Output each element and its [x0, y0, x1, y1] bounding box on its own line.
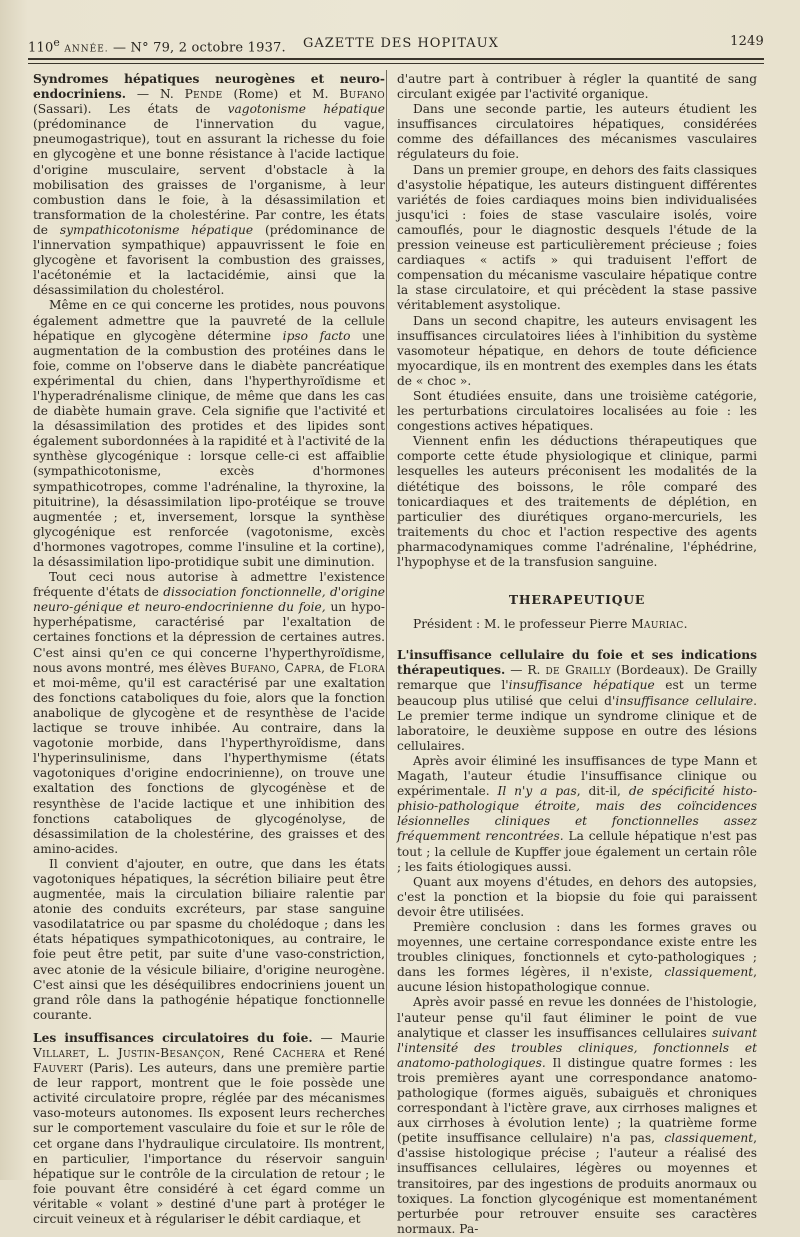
text: Président : M. le professeur Pierre: [413, 617, 632, 632]
paragraph: [33, 298, 385, 570]
author-name: Mauriac: [631, 617, 684, 632]
text: (Paris). Les auteurs, dans une première partie de leur rapport, montrent que le foie possède une activité circulatoire propre, réglée par des mécanismes vaso-moteurs autonomes. Ils exposent leurs recherches sur le comportement vasculaire du foie et sur le rôle de cet organe dans l'hydraulique circulatoire. Ils montrent, en particulier, l'importance du réservoir sanguin hépatique sur le contrôle de la circulation de retour ; le foie pouvant être considéré à cet égard comme un véritable « volant » destiné d'une part à protéger le circuit veineux et à régulariser le débit cardiaque, et: [33, 1061, 385, 1227]
article-pende: [33, 72, 385, 298]
page-number: 1249: [730, 34, 764, 49]
article-grailly: [397, 648, 757, 754]
text: Après avoir passé en revue les données de l'histologie, l'auteur pense qu'il faut éliminer le point de vue analytique et classer les insuffisances cellulaires: [397, 995, 757, 1040]
paragraph: Il convient d'ajouter, en outre, que dans les états vagotoniques hépatiques, la sécrétion biliaire peut être augmentée, mais la circulation biliaire ralentie par atonie des conduits excréteurs, par stase sanguine vasodilatatrice ou par spasme du cholédoque ; dans les états hépatiques sympathicotoniques, au contraire, le foie peut être petit, par suite d'une vaso-constriction, avec atonie de la vésicule biliaire, d'origine neurogène. C'est ainsi que les déséquilibres endocriniens jouent un grand rôle dans la pathogénie hépatique fonctionnelle courante.: [33, 856, 385, 1022]
header-year-number: 110: [28, 40, 54, 56]
paragraph: Dans un second chapitre, les auteurs envisagent les insuffisances circulatoires liées à l'inhibition du système vasomoteur hépatique, en dehors de toute déficience myocardique, ils en montrent des exemples dans les états de « choc ».: [397, 313, 757, 388]
running-header: [28, 30, 764, 56]
paragraph: [397, 754, 757, 875]
paragraph: Dans un premier groupe, en dehors des faits classiques d'asystolie hépatique, les auteurs distinguent différentes variétés de foies cardiaques moins bien individualisées jusqu'ici : foies de stase vasculaire isolés, voire camouflés, pour le diagnostic desquels l'étude de la pression veineuse est particulièrement précieuse ; foies cardiaques « actifs » qui traduisent l'effort de compensation du mécanisme vasculaire hépatique contre la stase circulatoire, et qui précèdent la stase passive véritablement asystolique.: [397, 162, 757, 313]
author-name: de Grailly: [545, 663, 612, 678]
header-annee: ANNÉE.: [64, 44, 109, 55]
author-name: Justin-Besançon: [117, 1046, 221, 1060]
italic-term: vagotonisme hépatique: [227, 102, 385, 117]
text: — R.: [505, 663, 546, 678]
text: Même en ce qui concerne les protides, nous pouvons également admettre que la pauvreté de la cellule hépatique en glycogène détermine: [33, 298, 385, 343]
italic-term: dissociation fonctionnelle, d'origine neuro-génique et neuro-endocrinienne du foie,: [33, 585, 385, 615]
text: , dit-il,: [576, 784, 629, 799]
header-rule-thick: [28, 58, 764, 60]
header-rule-thin: [28, 63, 764, 64]
text: un hypo-hyperhépatisme, caractérisé par l'exaltation de certaines fonctions et la dépression de certaines autres. C'est ainsi qu'en ce qui concerne l'hyperthyroïdisme, nous avons montré, mes élèves: [33, 600, 385, 675]
article-title: Les insuffisances circulatoires du foie.: [33, 1030, 313, 1045]
italic-term: Il n'y a pas: [497, 784, 577, 799]
text: (Bordeaux). De Grailly remarque que l': [397, 663, 757, 693]
president-line: [397, 617, 757, 632]
left-column: [33, 72, 385, 1227]
column-divider: [386, 70, 387, 1160]
journal-title: GAZETTE DES HOPITAUX: [303, 36, 499, 51]
author-name: Cachera: [272, 1046, 326, 1060]
author-name: Villaret: [33, 1046, 86, 1060]
text: et René: [325, 1046, 386, 1060]
text: , L.: [85, 1046, 118, 1060]
paragraph: Viennent enfin les déductions thérapeutiques que comporte cette étude physiologique et clinique, parmi lesquelles les auteurs préconisent les modalités de la diététique des boissons, le rôle comparé des tonicardiaques et des traitements de déplétion, en particulier des diurétiques organo-mercuriels, les traitements du choc et l'action respective des agents pharmacodynamiques comme l'adrénaline, l'éphédrine, l'hypophyse et de la transfusion sanguine.: [397, 434, 757, 569]
author-name: Flora: [348, 660, 385, 675]
text: et moi-même, qu'il est caractérisé par une exaltation des fonctions cataboliques du foie, alors que la fonction anabolique de glycogène et de resynthèse de l'acide lactique se trouve inhibée. Au contraire, dans la vagotonie morbide, dans l'hyperthyroïdisme, dans l'hyperinsulinisme, dans l'hyperthymisme (états vagotoniques d'origine endocrinienne), on trouve une exaltation des fonctions de glycogénèse et de resynthèse de l'acide lactique et une inhibition des fonctions cataboliques de glycogénolyse, de désassimilation de la cholestérine, des graisses et des amino-acides.: [33, 675, 385, 856]
text: , René: [220, 1046, 273, 1060]
author-name: Bufano: [339, 87, 385, 102]
italic-term: de spécificité histo-phisio-pathologique étroite, mais des coïncidences lésionnelles cliniques et fonctionnelles assez fréquemment rencontrées.: [397, 784, 758, 844]
text: Les états de: [91, 102, 228, 117]
paragraph: Dans une seconde partie, les auteurs étudient les insuffisances circulatoires hépatiques, considérées comme des défaillances des mécanismes vasculaires régulateurs du foie.: [397, 102, 757, 162]
text: une augmentation de la combustion des protéines dans le foie, comme on l'observe dans le diabète pancréatique expérimental du chien, dans l'hyperthyroïdisme et l'hyperadrénalisme clinique, de même que dans les cas de diabète humain grave. Cela signifie que l'activité et la désassimilation des protides et des lipides sont également subordonnées à la rapidité et à l'activité de la synthèse glycogénique : lorsque celle-ci est affaiblie (sympathicotonisme, excès d'hormones sympathicotropes, comme l'adrénaline, la thyroxine, la pituitrine), la désassimilation lipo-protéique se trouve augmentée ; et, inversement, lorsque la synthèse glycogénique est renforcée (vagotonisme, excès d'hormones vagotropes, comme l'insuline et la cortine), la désassimilation lipo-protidique subit une diminution.: [33, 328, 385, 569]
text: Après avoir éliminé les insuffisances de type Mann et Magath, l'auteur étudie l'insuffisance clinique ou expérimentale.: [397, 753, 757, 799]
article-title: L'insuffisance cellulaire du foie et ses indications thérapeutiques.: [397, 648, 757, 678]
article-title: Syndromes hépatiques neurogènes et neuro-endocriniens.: [33, 72, 385, 102]
italic-term: insuffisance hépatique: [508, 678, 655, 693]
text: Tout ceci nous autorise à admettre l'existence fréquente d'états de: [33, 570, 385, 600]
text: , aucune lésion histopathologique connue.: [397, 965, 757, 995]
paragraph: d'autre part à contribuer à régler la quantité de sang circulant exigée par l'activité organique.: [397, 72, 757, 102]
text: Première conclusion : dans les formes graves ou moyennes, une certaine correspondance existe entre les troubles cliniques, fonctionnels et cyto-pathologiques ; dans les formes légères, il n'existe,: [397, 919, 757, 980]
header-year-sup: e: [53, 36, 61, 49]
author-name: Fauvert: [33, 1061, 84, 1076]
paragraph: [33, 570, 385, 857]
text: Il distingue quatre formes : les trois premières ayant une correspondance anatomo-pathologique (formes aiguës, subaiguës et chroniques correspondant à l'ictère grave, aux cirrhoses malignes et aux cirrhoses à évolution lente) ; la quatrième forme (petite insuffisance cellulaire) n'a pas,: [397, 1055, 757, 1146]
italic-term: suivant l'intensité des troubles cliniques, fonctionnels et anatomo-pathologiques.: [397, 1025, 757, 1070]
text: (prédominance de l'innervation sympathique) appauvrissent le foie en glycogène et favorisent la combustion des graisses, l'acétonémie et la lactacidémie, ainsi que la désassimilation du cholestérol.: [33, 222, 385, 298]
section-heading: THERAPEUTIQUE: [508, 592, 646, 608]
header-issue: [28, 36, 286, 55]
italic-term: classiquement: [664, 965, 754, 980]
text: (prédominance de l'innervation du vague, pneumogastrique), tout en assurant la richesse du foie en glycogène et une bonne résistance à l'acide lactique d'origine musculaire, servent d'obstacle à la mobilisation des graisses de l'organisme, à leur combustion dans le foie, à la désassimilation et transformation de la cholestérine. Par contre, les états de: [33, 117, 385, 237]
header-date: — N° 79, 2 octobre 1937.: [108, 40, 286, 56]
paragraph: Quant aux moyens d'études, en dehors des autopsies, c'est la ponction et la biopsie du foie qui paraissent devoir être utilisées.: [397, 874, 757, 919]
text: (Sassari).: [33, 102, 92, 117]
author-name: Bufano, Capra,: [230, 660, 326, 675]
text: , d'assise histologique précise ; l'auteur a réalisé des insuffisances cellulaires, légères ou moyennes et transitoires, par des ingestions de produits anormaux ou toxiques. La fonction glycogénique est momentanément perturbée pour retrouver ensuite ses caractères normaux. Pa-: [397, 1131, 757, 1236]
italic-term: classiquement: [664, 1131, 754, 1146]
paragraph: Sont étudiées ensuite, dans une troisième catégorie, les perturbations circulatoires localisées au foie : les congestions actives hépatiques.: [397, 388, 757, 434]
paragraph: [397, 920, 757, 995]
text: . Le premier terme indique un syndrome clinique et de laboratoire, le deuxième suppose en outre des lésions cellulaires.: [397, 693, 757, 753]
text: La cellule hépatique n'est pas tout ; la cellule de Kupffer joue également un certain rôle ; les faits étiologiques aussi.: [397, 829, 758, 874]
author-name: Pende: [184, 87, 223, 102]
article-villaret: [33, 1031, 385, 1227]
text: — N.: [125, 87, 185, 102]
italic-term: insuffisance cellulaire: [615, 693, 754, 708]
paragraph: [397, 995, 757, 1237]
text: .: [683, 617, 688, 632]
italic-term: ipso facto: [282, 328, 351, 343]
text: — Maurie: [312, 1030, 386, 1045]
right-column: [397, 72, 757, 1237]
text: de: [325, 660, 349, 675]
italic-term: sympathicotonisme hépatique: [59, 222, 254, 237]
text: (Rome) et M.: [222, 87, 340, 102]
text: est un terme beaucoup plus utilisé que celui d': [397, 678, 757, 708]
